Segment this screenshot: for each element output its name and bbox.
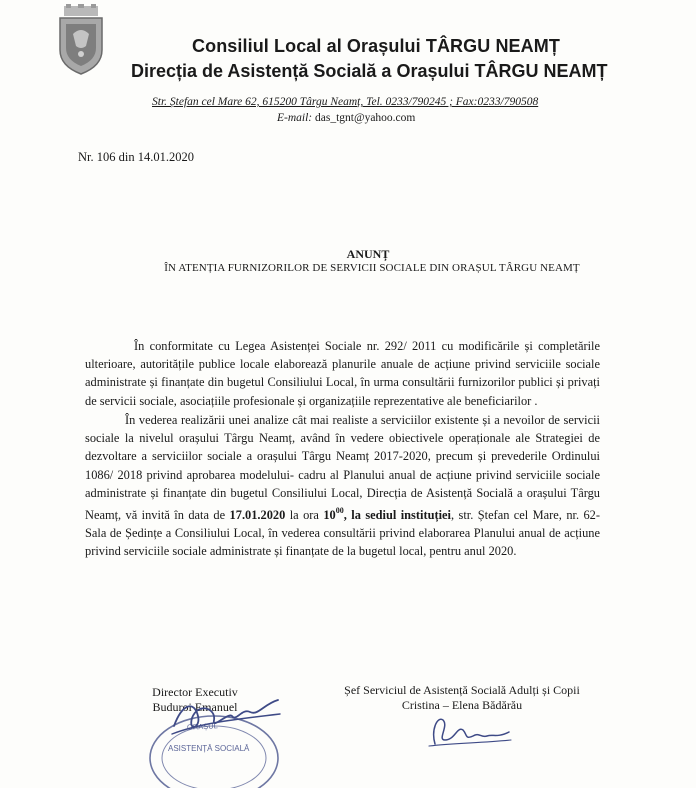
director-role: Director Executiv: [152, 685, 238, 699]
handwritten-signature-icon: [168, 694, 283, 738]
stamp-text-middle: ASISTENȚĂ SOCIALĂ: [168, 744, 250, 753]
institution-email: [277, 112, 415, 124]
institution-name-line1: Consiliul Local al Orașului TÂRGU NEAMȚ: [192, 36, 560, 56]
document-title: ANUNȚ: [346, 247, 390, 261]
paragraph-2: [85, 411, 600, 561]
paragraph-2-part-a: În vederea realizării unei analize cât mai realiste a serviciilor existente și a nevoilor de servicii sociale la nivelul orașului Târgu Neamț, având în vedere obiectivele operaționale ale Strategiei de dezvoltare a serviciilor sociale a orașului Târgu Neamț 2017-2020, precum și prevederile Ordinului 1086/ 2018 privind aprobarea modelului- cadru al Planului anual de acțiune privind serviciile sociale administrate și finanțate din bugetul Consiliului Local, Direcția de Asistență Socială a orașului Târgu Neamț, vă invită în data de: [85, 413, 600, 523]
meeting-hour: 10: [323, 508, 336, 523]
paragraph-1: În conformitate cu Legea Asistenței Sociale nr. 292/ 2011 cu modificările și completările ulterioare, autoritățile publice locale elaborează planurile anuale de acțiune privind serviciile sociale administrate și finanțate din bugetul Consiliului Local, în urma consultării furnizorilor publici și privați de servicii sociale, asociațiile profesionale și organizațiile reprezentative ale beneficiarilor .: [85, 339, 600, 408]
signature-block-right: [312, 683, 612, 713]
meeting-location: , la sediul instituției: [343, 508, 451, 523]
meeting-date: 17.01.2020: [229, 508, 286, 523]
handwritten-signature-icon: [425, 710, 515, 750]
paragraph-2-part-c: , str. Ștefan cel Mare, nr. 62- Sala de Ședințe a Consiliului Local, în vederea consultării privind elaborarea Planului anual de acțiune privind serviciile sociale administrate și finanțate de la bugetul local, pentru anul 2020.: [85, 508, 601, 559]
service-head-role: Șef Serviciul de Asistență Socială Adulți și Copii: [344, 683, 580, 697]
service-head-name: Cristina – Elena Bădărău: [401, 698, 523, 712]
institution-address: Str. Ștefan cel Mare 62, 615200 Târgu Neamț, Tel. 0233/790245 ; Fax:0233/790508: [152, 96, 539, 108]
email-value: das_tgnt@yahoo.com: [315, 112, 416, 124]
document-subtitle: ÎN ATENȚIA FURNIZORILOR DE SERVICII SOCIALE DIN ORAȘUL TÂRGU NEAMȚ: [164, 262, 580, 274]
email-label: E-mail:: [277, 112, 313, 124]
document-number: Nr. 106 din 14.01.2020: [78, 150, 194, 164]
institution-name-line2: Direcția de Asistență Socială a Orașului TÂRGU NEAMȚ: [131, 61, 608, 81]
meeting-hour-minutes: 00: [335, 506, 344, 516]
stamp-text-top: ORAȘUL: [186, 721, 219, 732]
paragraph-2-part-b: la ora: [285, 508, 324, 523]
city-coat-of-arms-icon: [56, 4, 106, 76]
director-name: Buduroi Emanuel: [152, 700, 238, 714]
